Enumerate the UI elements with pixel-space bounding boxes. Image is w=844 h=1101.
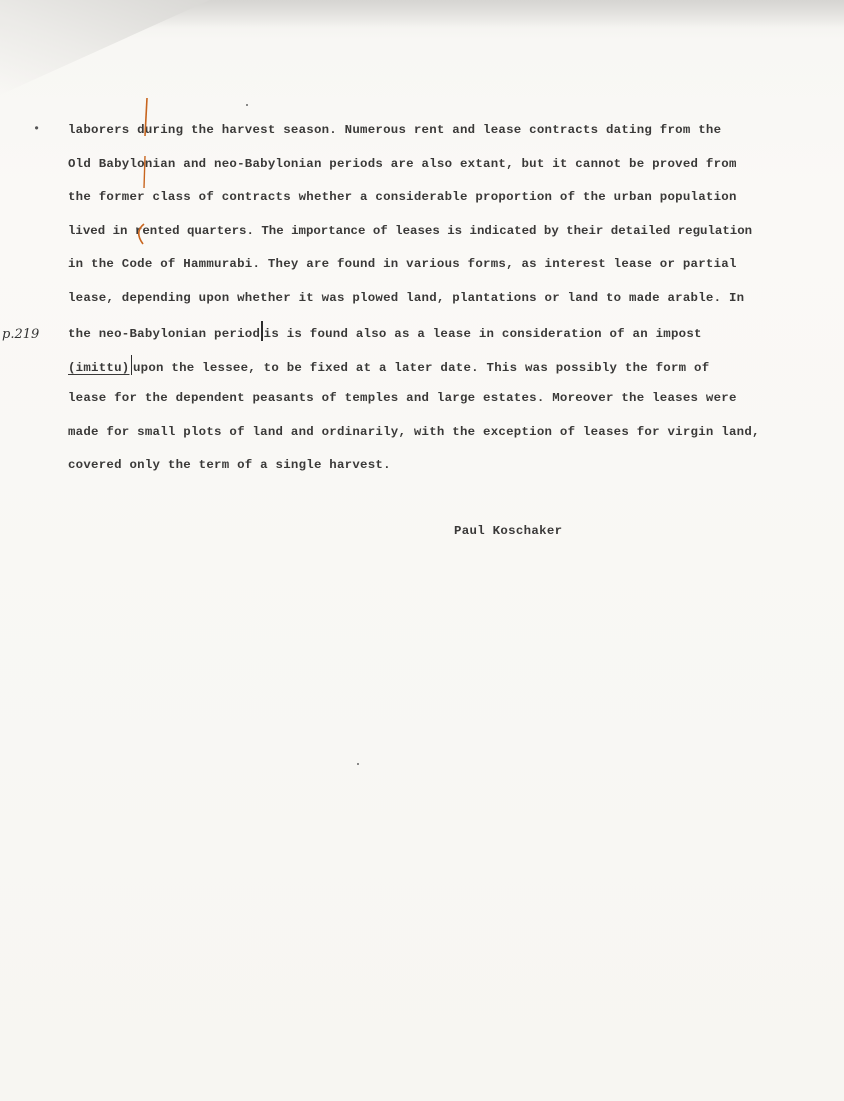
pen-mark-icon	[131, 355, 133, 375]
text-segment: upon the lessee, to be fixed at a later date. This was possibly the form of	[133, 360, 710, 375]
scan-speck	[246, 104, 248, 106]
text-segment: is is found also as a lease in consideration of an impost	[263, 327, 702, 341]
scan-speck	[357, 763, 359, 765]
text-line: covered only the term of a single harvest.	[68, 458, 391, 472]
text-line: Old Babylonian and neo-Babylonian periods are also extant, but it cannot be proved from	[68, 156, 737, 171]
text-line: in the Code of Hammurabi. They are found in various forms, as interest lease or partial	[68, 257, 737, 271]
folded-corner	[0, 0, 210, 95]
typed-body-text	[68, 120, 844, 489]
margin-page-note: p.219	[2, 327, 40, 342]
author-signature: Paul Koschaker	[454, 524, 563, 538]
text-line: lived in rented quarters. The importance of leases is indicated by their detailed regulation	[68, 223, 753, 238]
text-line: lease, depending upon whether it was plowed land, plantations or land to made arable. In	[68, 290, 745, 305]
underlined-term: (imittu)	[68, 360, 130, 375]
text-line	[68, 321, 844, 355]
text-segment: the neo-Babylonian period	[68, 327, 261, 341]
text-line	[68, 355, 844, 389]
text-line: laborers during the harvest season. Numerous rent and lease contracts dating from the	[68, 123, 722, 137]
text-line: lease for the dependent peasants of temples and large estates. Moreover the leases were	[68, 391, 737, 405]
pen-mark-icon	[261, 321, 263, 341]
text-line: made for small plots of land and ordinarily, with the exception of leases for virgin land,	[68, 424, 760, 439]
text-line: the former class of contracts whether a considerable proportion of the urban population	[68, 190, 737, 204]
margin-mark: •	[33, 122, 41, 136]
